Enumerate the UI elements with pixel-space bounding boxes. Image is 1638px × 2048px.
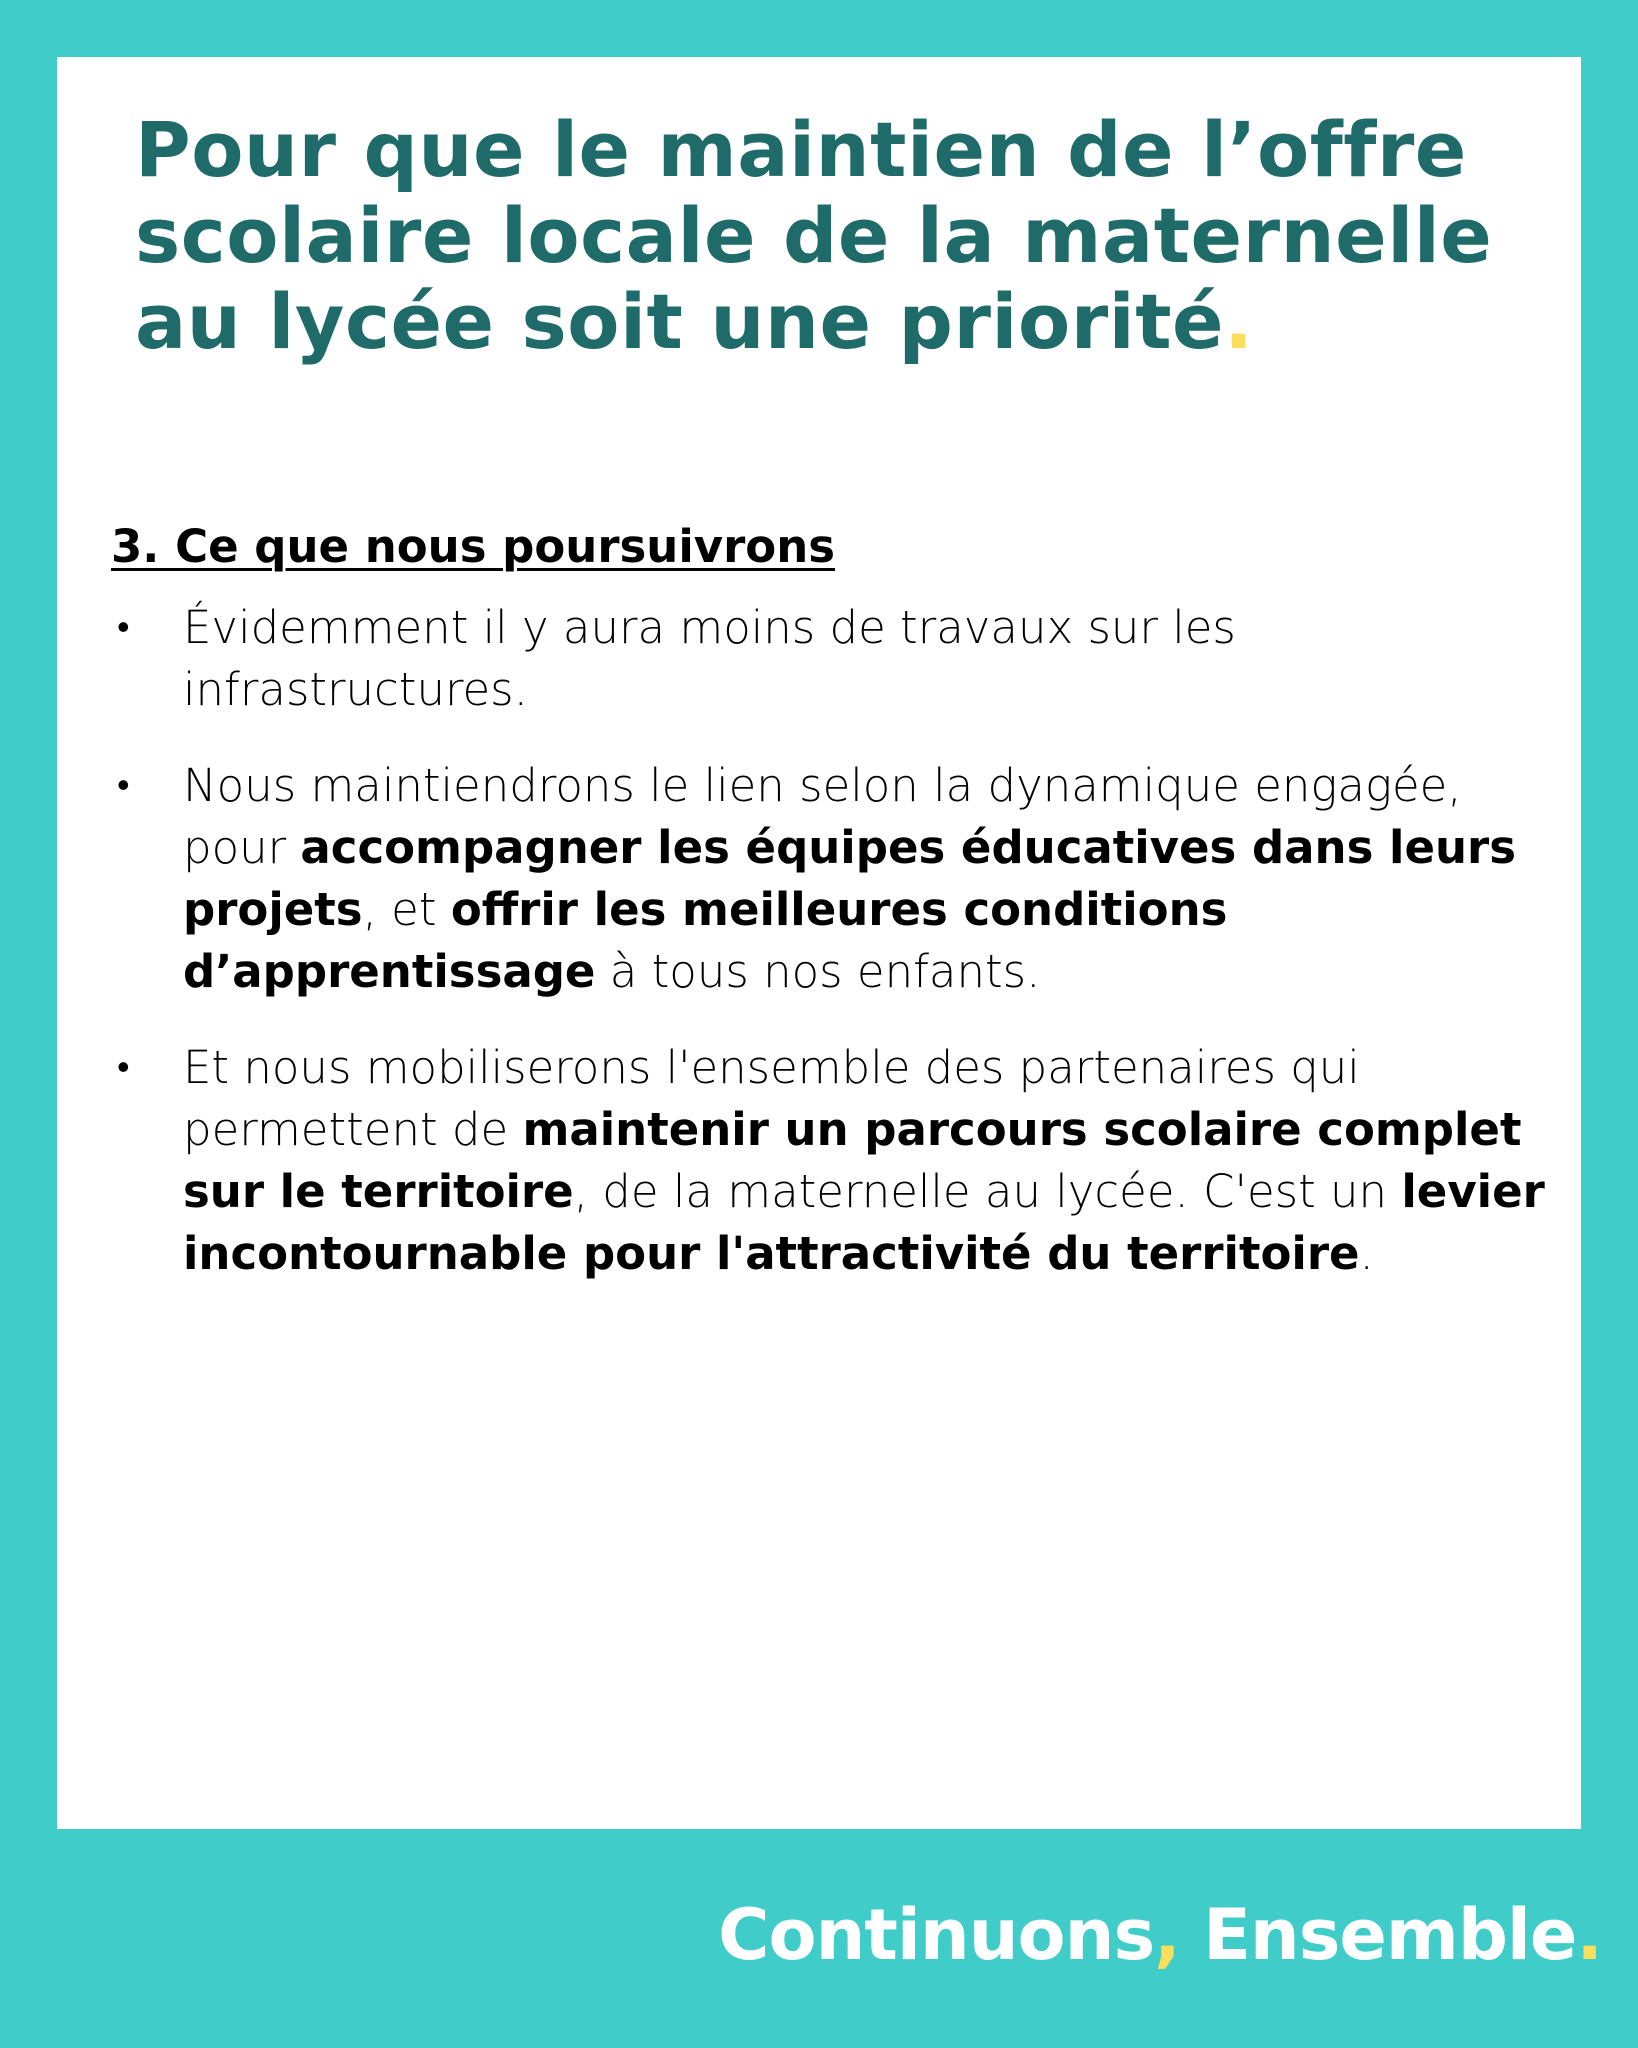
bullet-text: , et [362, 883, 451, 936]
slogan-accent-comma: , [1154, 1894, 1180, 1976]
content-panel [57, 57, 1581, 1829]
campaign-slogan [718, 1893, 1602, 1977]
bullet-text: . [1359, 1227, 1374, 1280]
bullet-item-partenaires [111, 1037, 1571, 1285]
bullet-text: , de la maternelle au lycée. C'est un [573, 1165, 1402, 1218]
bullet-list [111, 597, 1571, 1319]
bullet-emphasis: offrir les meilleures conditions d’apprentissage [183, 883, 1228, 998]
bullet-icon: • [117, 607, 130, 648]
page-title-text: Pour que le maintien de l’offre scolaire locale de la maternelle au lycée soit une priorité [135, 105, 1493, 366]
bullet-text: à tous nos enfants. [595, 945, 1041, 998]
bullet-icon: • [117, 1047, 130, 1088]
bullet-text: Nous maintiendrons le lien selon la dynamique engagée, pour [183, 759, 1462, 874]
bullet-icon: • [117, 765, 130, 806]
title-accent-dot: . [1224, 277, 1254, 366]
slogan-word-continuons: Continuons [718, 1894, 1155, 1976]
bullet-text: Évidemment il y aura moins de travaux sur les infrastructures. [183, 601, 1236, 716]
section-heading: 3. Ce que nous poursuivrons [111, 520, 836, 573]
bullet-emphasis: levier incontournable pour l'attractivité du territoire [183, 1165, 1545, 1280]
slogan-accent-period: . [1576, 1894, 1602, 1976]
bullet-item-equipes-educatives [111, 755, 1571, 1003]
bullet-text: Et nous mobiliserons l'ensemble des partenaires qui permettent de [183, 1041, 1360, 1156]
page-title [135, 107, 1535, 365]
bullet-item-infrastructures [111, 597, 1571, 721]
slogan-word-ensemble: Ensemble [1179, 1894, 1577, 1976]
bullet-emphasis: maintenir un parcours scolaire complet sur le territoire [183, 1103, 1522, 1218]
bullet-emphasis: accompagner les équipes éducatives dans leurs projets [183, 821, 1516, 936]
